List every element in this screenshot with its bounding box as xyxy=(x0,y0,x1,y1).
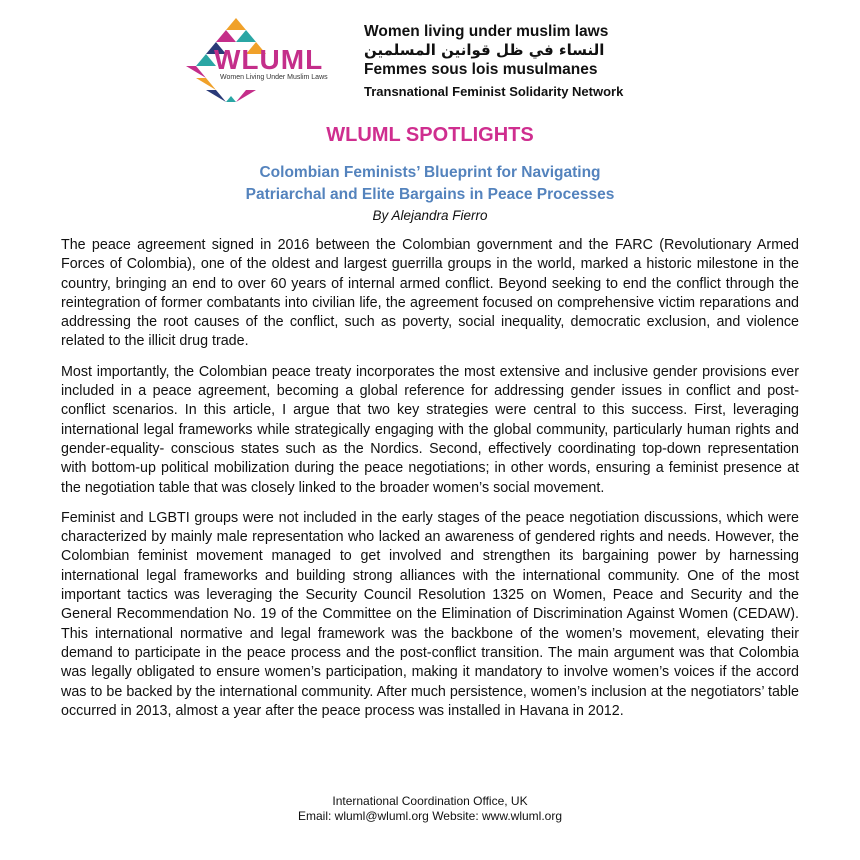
article-title xyxy=(0,162,860,206)
document-header xyxy=(0,0,860,110)
article-byline: By Alejandra Fierro xyxy=(372,208,488,223)
org-name-arabic: النساء في ظل قوانين المسلمين xyxy=(364,41,605,59)
wluml-logo xyxy=(182,14,342,104)
footer-contact: Email: wluml@wluml.org Website: www.wluml.org xyxy=(297,809,563,823)
paragraph: The peace agreement signed in 2016 between the Colombian government and the FARC (Revolutionary Armed Forces of Colombia), one of the oldest and largest guerrilla groups in the world, marked a historic milestone in the country, bringing an end to over 60 years of internal armed conflict. Beyond seeking to end the conflict through the reintegration of former combatants into civilian life, the agreement focused on comprehensive victim reparations and addressing the root causes of the conflict, such as poverty, social inequality, democratic exclusion, and violence related to the illicit drug trade. xyxy=(61,237,799,350)
paragraph: Feminist and LGBTI groups were not included in the early stages of the peace negotiation discussions, which were characterized by mainly male representation who lacked an awareness of gendered rights and needs. However, the Colombian feminist movement managed to get involved and strengthen its bargaining power by harnessing international legal frameworks and building strong alliances with the international community. One of the most important tactics was leveraging the Security Council Resolution 1325 on Women, Peace and Security and the General Recommendation No. 19 of the Committee on the Elimination of Discrimination Against Women (CEDAW). This international normative and legal framework was the backbone of the women’s movement, elevating their demand to participate in the peace process and the post-conflict transition. The main argument was that Colombia was legally obligated to ensure women’s participation, making it mandatory to involve women’s voices if the accord was to be backed by the international community. After much persistence, women’s inclusion at the negotiators’ table occurred in 2013, almost a year after the peace process was installed in Havana in 2012. xyxy=(61,509,799,719)
article-title-line-2: Patriarchal and Elite Bargains in Peace Processes xyxy=(245,186,615,203)
series-heading: WLUML SPOTLIGHTS xyxy=(326,124,534,146)
article-title-line-1: Colombian Feminists’ Blueprint for Navigating xyxy=(259,164,601,181)
article-body xyxy=(61,236,799,732)
paragraph: Most importantly, the Colombian peace treaty incorporates the most extensive and inclusive gender provisions ever included in a peace agreement, becoming a global reference for addressing gender issues in conflict and post-conflict scenarios. In this article, I argue that two key strategies were central to this success. First, leveraging international legal frameworks while strategically engaging with the global community, particularly human rights and gender-equality- conscious states such as the Nordics. Second, effectively coordinating top-down representation with bottom-up political mobilization during the peace negotiations; in other words, ensuring a feminist presence at the negotiation table that was closely linked to the broader women’s social movement. xyxy=(61,363,799,496)
network-tagline: Transnational Feminist Solidarity Network xyxy=(364,84,624,99)
logo-wordmark: WLUML xyxy=(214,44,324,75)
document-footer xyxy=(0,794,860,824)
org-name-english: Women living under muslim laws xyxy=(364,23,609,40)
organization-names xyxy=(364,22,623,101)
logo-subtitle: Women Living Under Muslim Laws xyxy=(220,74,328,81)
footer-office: International Coordination Office, UK xyxy=(332,794,528,808)
org-name-french: Femmes sous lois musulmanes xyxy=(364,61,598,78)
